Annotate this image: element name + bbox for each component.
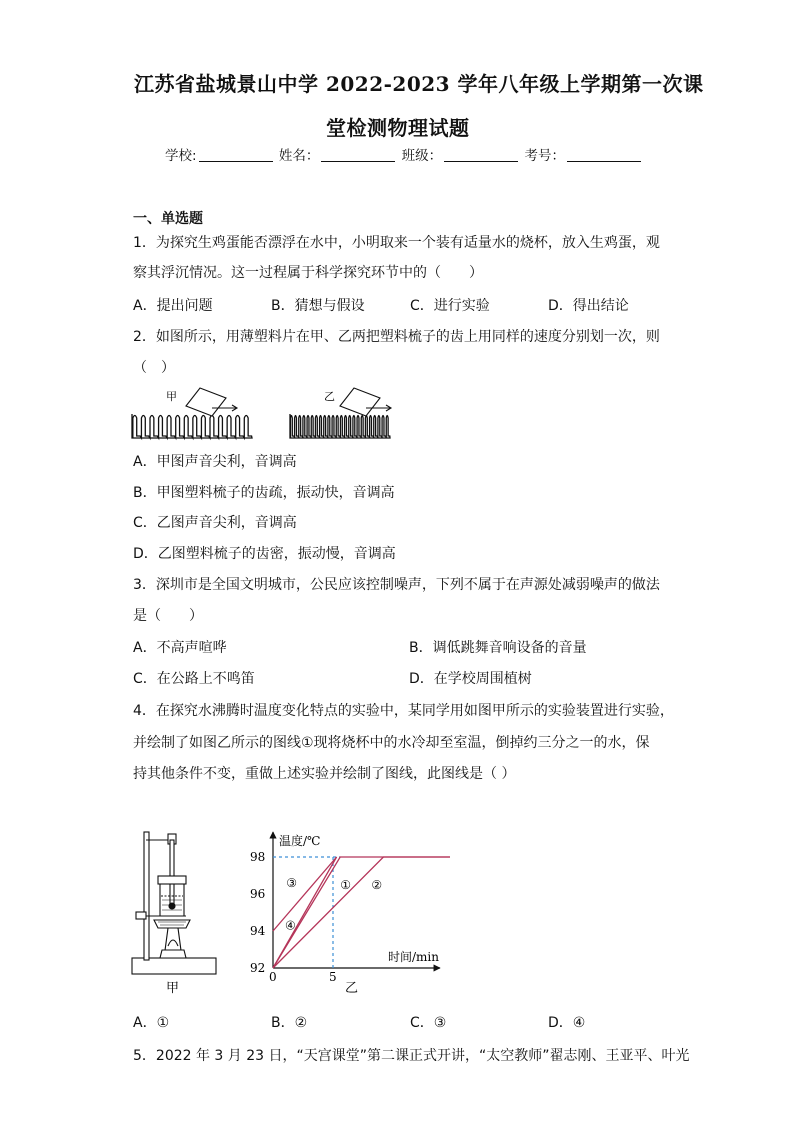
chart-caption: 乙 — [345, 981, 359, 996]
q3-line2: 是（ ） — [133, 608, 203, 624]
q1-option-a: A．提出问题 — [133, 298, 213, 314]
stand-rod — [144, 832, 149, 960]
name-blank[interactable] — [321, 147, 395, 162]
q3-option-d: D．在学校周围植树 — [409, 671, 532, 687]
page-title-line1: 江苏省盐城景山中学 2022-2023 学年八年级上学期第一次课 — [134, 72, 704, 96]
q4-line1: 4．在探究水沸腾时温度变化特点的实验中，某同学用如图甲所示的实验装置进行实验， — [133, 703, 674, 719]
comb-label-jia: 甲 — [166, 390, 177, 403]
exam-number-label: 考号： — [524, 148, 565, 164]
series-line — [273, 857, 337, 931]
q2-option-b: B．甲图塑料梳子的齿疏，振动快，音调高 — [133, 485, 395, 501]
name-label: 姓名： — [278, 148, 320, 164]
y-tick-label: 96 — [250, 887, 266, 901]
q3-line1: 3．深圳市是全国文明城市，公民应该控制噪声，下列不属于在声源处减弱噪声的做法 — [133, 577, 660, 593]
q1-option-d: D．得出结论 — [548, 298, 629, 314]
q1-line1: 1．为探究生鸡蛋能否漂浮在水中，小明取来一个装有适量水的烧杯，放入生鸡蛋，观 — [133, 235, 660, 251]
q4-line2: 并绘制了如图乙所示的图线①现将烧杯中的水冷却至室温，倒掉约三分之一的水，保 — [133, 735, 650, 751]
wire-gauze — [154, 920, 190, 928]
series-label: ① — [340, 877, 351, 892]
q2-option-d: D．乙图塑料梳子的齿密，振动慢，音调高 — [133, 546, 396, 562]
q2-line1: 2．如图所示，用薄塑料片在甲、乙两把塑料梳子的齿上用同样的速度分别划一次，则 — [133, 329, 660, 345]
section-title: 一、单选题 — [133, 211, 203, 227]
series-line — [273, 857, 337, 968]
temperature-chart — [250, 826, 450, 998]
comb-yi — [290, 414, 390, 438]
class-label: 班级： — [401, 148, 443, 164]
school-blank[interactable] — [199, 147, 273, 162]
x-tick-label: 5 — [329, 970, 337, 984]
q1-option-b: B．猜想与假设 — [271, 298, 365, 314]
q4-line3: 持其他条件不变，重做上述实验并绘制了图线，此图线是（ ） — [133, 766, 516, 782]
q4-option-c: C．③ — [410, 1015, 447, 1031]
y-axis-label: 温度/℃ — [279, 834, 321, 848]
y-tick-label: 92 — [250, 961, 266, 975]
exam-number-blank[interactable] — [567, 147, 641, 162]
q3-option-a: A．不高声喧哗 — [133, 640, 227, 656]
thermometer — [170, 840, 174, 904]
series-label: ② — [371, 877, 383, 892]
apparatus-figure — [128, 826, 223, 996]
q1-option-c: C．进行实验 — [410, 298, 490, 314]
comb-label-yi: 乙 — [324, 390, 335, 403]
q4-option-a: A．① — [133, 1015, 170, 1031]
y-tick-label: 98 — [250, 850, 266, 864]
q3-option-b: B．调低跳舞音响设备的音量 — [409, 640, 587, 656]
q1-line2: 察其浮沉情况。这一过程属于科学探究环节中的（ ） — [133, 265, 483, 281]
class-blank[interactable] — [444, 147, 518, 162]
q2-line2: （ ） — [133, 360, 175, 376]
q3-option-c: C．在公路上不鸣笛 — [133, 671, 255, 687]
q4-option-d: D．④ — [548, 1015, 586, 1031]
apparatus-label: 甲 — [166, 981, 180, 996]
x-axis-label: 时间/min — [388, 950, 439, 964]
q4-option-b: B．② — [271, 1015, 308, 1031]
page-title-line2: 堂检测物理试题 — [326, 116, 470, 140]
plastic-card-yi — [340, 388, 391, 416]
comb-figure — [128, 384, 398, 444]
q2-option-c: C．乙图声音尖利，音调高 — [133, 515, 297, 531]
beaker-lid — [158, 876, 186, 884]
series-label: ③ — [286, 875, 297, 890]
alcohol-lamp — [160, 950, 186, 958]
comb-jia — [132, 414, 252, 438]
flame — [168, 940, 178, 946]
series-label: ④ — [285, 918, 296, 933]
plastic-card-jia — [186, 388, 237, 416]
y-tick-label: 94 — [250, 924, 266, 938]
q5-line1: 5．2022 年 3 月 23 日，“天宫课堂”第二课正式开讲，“太空教师”翟志刚、王亚平、叶光 — [133, 1048, 690, 1064]
info-row — [165, 144, 643, 164]
q2-option-a: A．甲图声音尖利，音调高 — [133, 454, 297, 470]
x-tick-label: 0 — [269, 970, 277, 984]
school-label: 学校: — [165, 148, 197, 164]
